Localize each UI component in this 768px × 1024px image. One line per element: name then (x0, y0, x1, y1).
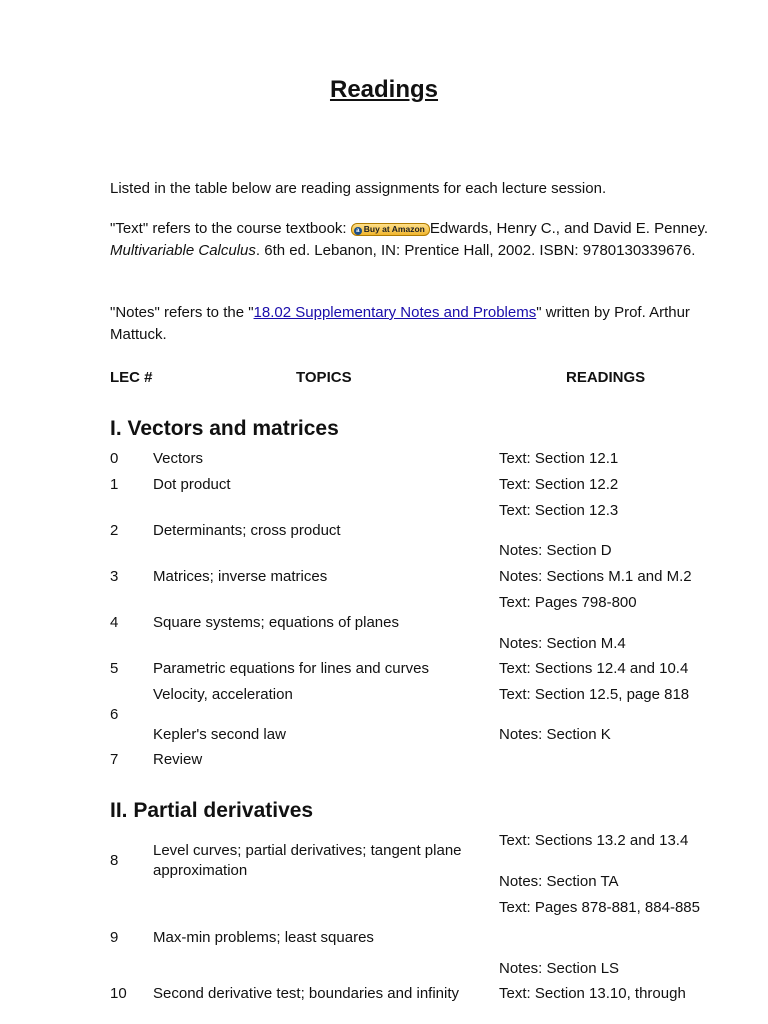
reading: Text: Section 13.10, through (499, 985, 686, 1002)
supplementary-notes-link[interactable]: 18.02 Supplementary Notes and Problems (253, 304, 537, 321)
buy-at-amazon-button[interactable] (351, 223, 430, 236)
topic: Velocity, acceleration (153, 686, 293, 703)
text-ref-book-title: Multivariable Calculus (110, 242, 256, 259)
column-header-topics: TOPICS (296, 369, 352, 386)
lecture-number: 4 (110, 614, 119, 631)
text-reference (110, 218, 720, 262)
column-header-lec: LEC # (110, 369, 153, 386)
text-ref-prefix: "Text" refers to the course textbook: (110, 220, 351, 237)
intro-text: Listed in the table below are reading assignments for each lecture session. (110, 180, 607, 197)
lecture-number: 9 (110, 929, 119, 946)
section-title: I. Vectors and matrices (110, 417, 339, 440)
text-ref-authors: Edwards, Henry C., and David E. Penney. (429, 220, 709, 237)
amazon-badge-icon: a (354, 227, 362, 235)
lecture-number: 0 (110, 450, 119, 467)
reading: Text: Pages 878-881, 884-885 (499, 899, 700, 916)
reading: Text: Pages 798-800 (499, 594, 637, 611)
topic: Matrices; inverse matrices (153, 568, 328, 585)
reading: Notes: Section LS (499, 960, 620, 977)
lecture-number: 7 (110, 751, 119, 768)
page-title: Readings (329, 76, 439, 103)
reading: Text: Section 12.2 (499, 476, 619, 493)
notes-reference (110, 302, 720, 346)
topic: Determinants; cross product (153, 522, 341, 539)
topic: Dot product (153, 476, 231, 493)
reading: Text: Sections 13.2 and 13.4 (499, 832, 689, 849)
lecture-number: 8 (110, 852, 119, 869)
topic: Kepler's second law (153, 726, 286, 743)
notes-ref-prefix: "Notes" refers to the " (110, 304, 254, 321)
text-ref-rest: . 6th ed. Lebanon, IN: Prentice Hall, 2002. ISBN: 9780130339676. (255, 242, 696, 259)
topic: Vectors (153, 450, 204, 467)
reading: Notes: Section M.4 (499, 635, 626, 652)
reading: Text: Sections 12.4 and 10.4 (499, 660, 689, 677)
topic: Level curves; partial derivatives; tangent plane approximation (153, 842, 462, 879)
lecture-number: 10 (110, 985, 127, 1002)
lecture-number: 6 (110, 706, 119, 723)
lecture-number: 2 (110, 522, 119, 539)
reading: Text: Section 12.3 (499, 502, 619, 519)
buy-at-amazon-label: Buy at Amazon (363, 224, 425, 234)
reading: Notes: Section D (499, 542, 612, 559)
column-header-readings: READINGS (566, 369, 646, 386)
topic: Review (153, 751, 203, 768)
reading: Text: Section 12.5, page 818 (499, 686, 690, 703)
topic: Parametric equations for lines and curves (153, 660, 429, 677)
topic: Square systems; equations of planes (153, 614, 399, 631)
lecture-number: 1 (110, 476, 119, 493)
section-title: II. Partial derivatives (110, 799, 314, 822)
reading: Notes: Sections M.1 and M.2 (499, 568, 692, 585)
topic: Second derivative test; boundaries and infinity (153, 985, 460, 1002)
reading: Notes: Section K (499, 726, 611, 743)
topic: Max-min problems; least squares (153, 929, 374, 946)
notes-ref-suffix: " written by Prof. Arthur Mattuck. (110, 304, 690, 343)
lecture-number: 3 (110, 568, 119, 585)
lecture-number: 5 (110, 660, 119, 677)
reading: Notes: Section TA (499, 873, 619, 890)
reading: Text: Section 12.1 (499, 450, 619, 467)
